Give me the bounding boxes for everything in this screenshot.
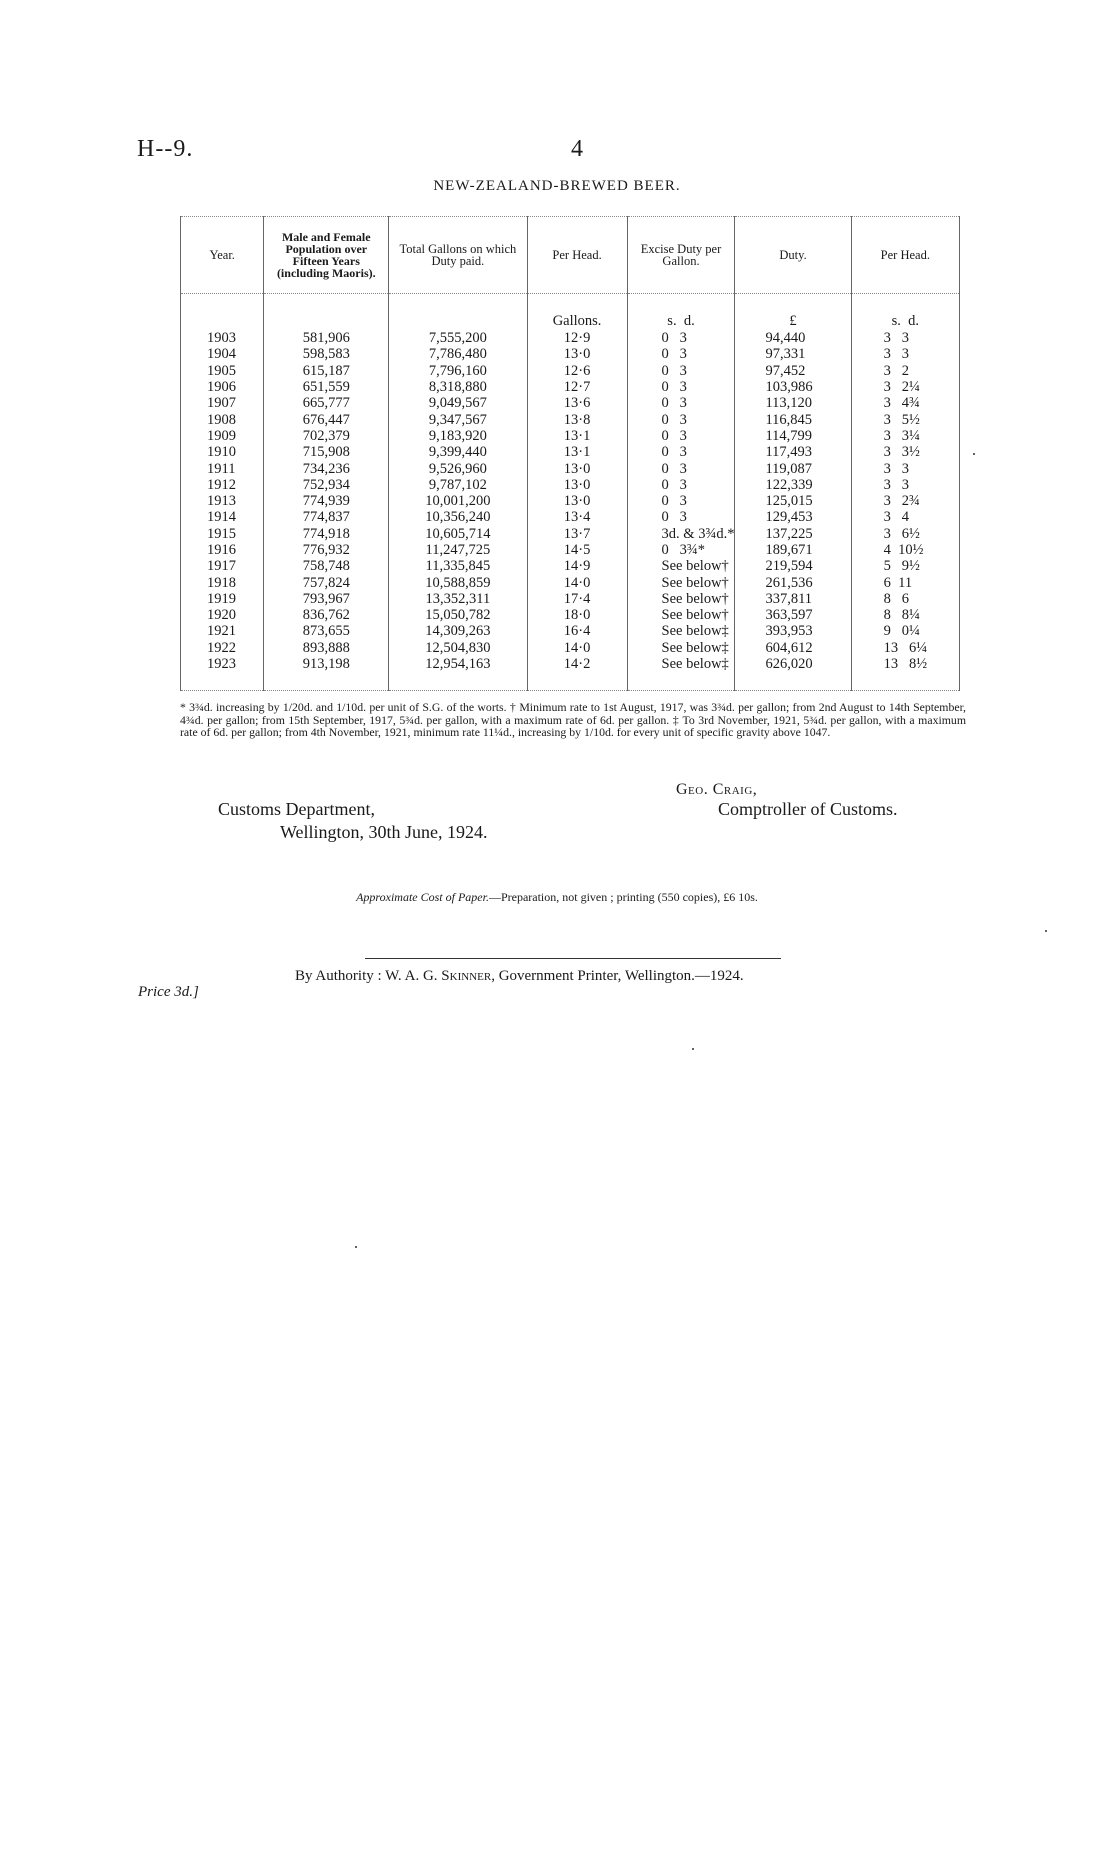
excise-duty-cell: 0 3 xyxy=(627,346,735,362)
population-cell: 651,559 xyxy=(264,379,389,395)
table-row xyxy=(181,395,960,411)
excise-duty-cell: 0 3 xyxy=(627,509,735,525)
year-cell: 1903 xyxy=(181,330,264,346)
excise-duty-cell: 0 3 xyxy=(627,493,735,509)
per-head-duty-cell: 3 6½ xyxy=(851,526,959,542)
header-year: Year. xyxy=(181,217,264,294)
year-cell: 1906 xyxy=(181,379,264,395)
authority-suffix: , Government Printer, Wellington.—1924. xyxy=(491,968,744,984)
scan-speck xyxy=(1045,930,1047,932)
year-cell: 1911 xyxy=(181,460,264,476)
year-cell: 1922 xyxy=(181,640,264,656)
year-cell: 1923 xyxy=(181,656,264,691)
duty-cell: 97,452 xyxy=(735,363,851,379)
header-population: Male and Female Population over Fifteen Years (including Maoris). xyxy=(264,217,389,294)
total-gallons-cell: 7,786,480 xyxy=(389,346,527,362)
excise-duty-cell: See below† xyxy=(627,591,735,607)
authority-prefix: By Authority : W. A. G. xyxy=(295,968,442,984)
table-row xyxy=(181,574,960,590)
excise-duty-cell: 0 3 xyxy=(627,460,735,476)
duty-cell: 393,953 xyxy=(735,623,851,639)
excise-duty-cell: 0 3 xyxy=(627,428,735,444)
per-head-gallons-cell: 13·4 xyxy=(527,509,627,525)
unit-cell: s. d. xyxy=(851,312,959,330)
year-cell: 1915 xyxy=(181,526,264,542)
duty-cell: 122,339 xyxy=(735,477,851,493)
excise-duty-cell: See below† xyxy=(627,607,735,623)
population-cell: 615,187 xyxy=(264,363,389,379)
total-gallons-cell: 9,049,567 xyxy=(389,395,527,411)
total-gallons-cell: 10,588,859 xyxy=(389,574,527,590)
table-row xyxy=(181,542,960,558)
table-row xyxy=(181,558,960,574)
signatory-name: Geo. Craig, xyxy=(676,781,758,798)
per-head-duty-cell: 3 2 xyxy=(851,363,959,379)
per-head-gallons-cell: 13·0 xyxy=(527,460,627,476)
table-row xyxy=(181,346,960,362)
header-excise-duty: Excise Duty per Gallon. xyxy=(627,217,735,294)
header-total-gallons: Total Gallons on which Duty paid. xyxy=(389,217,527,294)
population-cell: 836,762 xyxy=(264,607,389,623)
total-gallons-cell: 9,787,102 xyxy=(389,477,527,493)
per-head-gallons-cell: 13·0 xyxy=(527,477,627,493)
population-cell: 793,967 xyxy=(264,591,389,607)
total-gallons-cell: 9,183,920 xyxy=(389,428,527,444)
per-head-duty-cell: 13 6¼ xyxy=(851,640,959,656)
population-cell: 757,824 xyxy=(264,574,389,590)
duty-cell: 219,594 xyxy=(735,558,851,574)
population-cell: 598,583 xyxy=(264,346,389,362)
table-header-row xyxy=(181,217,960,294)
per-head-gallons-cell: 12·6 xyxy=(527,363,627,379)
duty-cell: 137,225 xyxy=(735,526,851,542)
year-cell: 1920 xyxy=(181,607,264,623)
population-cell: 715,908 xyxy=(264,444,389,460)
per-head-duty-cell: 3 3 xyxy=(851,477,959,493)
year-cell: 1905 xyxy=(181,363,264,379)
table-row xyxy=(181,509,960,525)
table-row xyxy=(181,477,960,493)
per-head-gallons-cell: 14·5 xyxy=(527,542,627,558)
per-head-duty-cell: 5 9½ xyxy=(851,558,959,574)
table-row xyxy=(181,623,960,639)
department-line: Customs Department, xyxy=(218,799,375,819)
per-head-duty-cell: 8 6 xyxy=(851,591,959,607)
table-row xyxy=(181,330,960,346)
printer-name: Skinner xyxy=(441,968,492,984)
scan-speck xyxy=(355,1246,357,1248)
excise-duty-cell: 0 3 xyxy=(627,444,735,460)
duty-cell: 604,612 xyxy=(735,640,851,656)
total-gallons-cell: 9,347,567 xyxy=(389,411,527,427)
cost-of-paper-note xyxy=(0,890,1114,905)
per-head-gallons-cell: 17·4 xyxy=(527,591,627,607)
total-gallons-cell: 10,356,240 xyxy=(389,509,527,525)
per-head-duty-cell: 3 3 xyxy=(851,330,959,346)
excise-duty-cell: See below† xyxy=(627,574,735,590)
table-row xyxy=(181,493,960,509)
header-duty: Duty. xyxy=(735,217,851,294)
population-cell: 774,837 xyxy=(264,509,389,525)
per-head-duty-cell: 3 2¾ xyxy=(851,493,959,509)
duty-cell: 626,020 xyxy=(735,656,851,691)
per-head-gallons-cell: 13·1 xyxy=(527,444,627,460)
per-head-duty-cell: 4 10½ xyxy=(851,542,959,558)
per-head-duty-cell: 3 4¾ xyxy=(851,395,959,411)
duty-cell: 125,015 xyxy=(735,493,851,509)
per-head-duty-cell: 3 3 xyxy=(851,346,959,362)
duty-cell: 189,671 xyxy=(735,542,851,558)
population-cell: 752,934 xyxy=(264,477,389,493)
units-row xyxy=(181,312,960,330)
year-cell: 1910 xyxy=(181,444,264,460)
per-head-duty-cell: 8 8¼ xyxy=(851,607,959,623)
printer-authority-line xyxy=(295,968,744,985)
page-number: 4 xyxy=(571,136,583,162)
population-cell: 873,655 xyxy=(264,623,389,639)
duty-cell: 113,120 xyxy=(735,395,851,411)
duty-cell: 337,811 xyxy=(735,591,851,607)
year-cell: 1913 xyxy=(181,493,264,509)
duty-cell: 94,440 xyxy=(735,330,851,346)
per-head-duty-cell: 13 8½ xyxy=(851,656,959,691)
excise-duty-cell: 0 3 xyxy=(627,395,735,411)
per-head-duty-cell: 9 0¼ xyxy=(851,623,959,639)
duty-cell: 103,986 xyxy=(735,379,851,395)
total-gallons-cell: 7,555,200 xyxy=(389,330,527,346)
per-head-duty-cell: 3 5½ xyxy=(851,411,959,427)
total-gallons-cell: 8,318,880 xyxy=(389,379,527,395)
population-cell: 665,777 xyxy=(264,395,389,411)
unit-cell: Gallons. xyxy=(527,312,627,330)
duty-cell: 114,799 xyxy=(735,428,851,444)
per-head-gallons-cell: 14·2 xyxy=(527,656,627,691)
excise-duty-cell: See below‡ xyxy=(627,640,735,656)
population-cell: 774,918 xyxy=(264,526,389,542)
cost-label: Approximate Cost of Paper. xyxy=(356,890,489,904)
total-gallons-cell: 10,605,714 xyxy=(389,526,527,542)
header-per-head-duty: Per Head. xyxy=(851,217,959,294)
total-gallons-cell: 12,954,163 xyxy=(389,656,527,691)
table-row xyxy=(181,607,960,623)
table-footnote: * 3¾d. increasing by 1/20d. and 1/10d. per unit of S.G. of the worts. † Minimum rate to 1st August, 1917, was 3¾d. per gallon; from 2nd August to 14th September, 4¾d. per gallon; from 15th September, 1917, 5¾d. per gallon, with a maximum rate of 6d. per gallon. ‡ To 3rd November, 1921, 5¾d. per gallon, with a maximum rate of 6d. per gallon; from 4th November, 1921, minimum rate 11¼d., increasing by 1/10d. for every unit of specific gravity above 1047. xyxy=(180,700,966,739)
table-row xyxy=(181,526,960,542)
signatory-title: Comptroller of Customs. xyxy=(718,799,898,819)
excise-duty-cell: See below† xyxy=(627,558,735,574)
year-cell: 1909 xyxy=(181,428,264,444)
per-head-gallons-cell: 12·9 xyxy=(527,330,627,346)
divider-rule xyxy=(365,958,781,959)
table-row xyxy=(181,460,960,476)
total-gallons-cell: 11,247,725 xyxy=(389,542,527,558)
total-gallons-cell: 15,050,782 xyxy=(389,607,527,623)
year-cell: 1917 xyxy=(181,558,264,574)
year-cell: 1919 xyxy=(181,591,264,607)
excise-duty-cell: See below‡ xyxy=(627,656,735,691)
population-cell: 893,888 xyxy=(264,640,389,656)
year-cell: 1904 xyxy=(181,346,264,362)
duty-cell: 119,087 xyxy=(735,460,851,476)
duty-cell: 363,597 xyxy=(735,607,851,623)
per-head-gallons-cell: 13·0 xyxy=(527,493,627,509)
total-gallons-cell: 13,352,311 xyxy=(389,591,527,607)
per-head-gallons-cell: 13·7 xyxy=(527,526,627,542)
table-row xyxy=(181,363,960,379)
table-row xyxy=(181,379,960,395)
total-gallons-cell: 9,399,440 xyxy=(389,444,527,460)
total-gallons-cell: 7,796,160 xyxy=(389,363,527,379)
year-cell: 1918 xyxy=(181,574,264,590)
duty-cell: 261,536 xyxy=(735,574,851,590)
population-cell: 734,236 xyxy=(264,460,389,476)
table-row xyxy=(181,656,960,691)
per-head-duty-cell: 6 11 xyxy=(851,574,959,590)
excise-duty-cell: 3d. & 3¾d.* xyxy=(627,526,735,542)
per-head-duty-cell: 3 3½ xyxy=(851,444,959,460)
unit-cell: s. d. xyxy=(627,312,735,330)
excise-duty-cell: 0 3 xyxy=(627,379,735,395)
per-head-duty-cell: 3 4 xyxy=(851,509,959,525)
per-head-gallons-cell: 12·7 xyxy=(527,379,627,395)
place-date-line: Wellington, 30th June, 1924. xyxy=(280,822,488,842)
total-gallons-cell: 11,335,845 xyxy=(389,558,527,574)
table-row xyxy=(181,444,960,460)
year-cell: 1921 xyxy=(181,623,264,639)
population-cell: 676,447 xyxy=(264,411,389,427)
document-reference: H--9. xyxy=(137,136,194,162)
population-cell: 758,748 xyxy=(264,558,389,574)
spacer-row xyxy=(181,294,960,313)
excise-duty-cell: 0 3 xyxy=(627,477,735,493)
total-gallons-cell: 9,526,960 xyxy=(389,460,527,476)
unit-cell: £ xyxy=(735,312,851,330)
table-row xyxy=(181,640,960,656)
duty-cell: 117,493 xyxy=(735,444,851,460)
year-cell: 1916 xyxy=(181,542,264,558)
scan-speck xyxy=(692,1048,694,1050)
population-cell: 776,932 xyxy=(264,542,389,558)
year-cell: 1908 xyxy=(181,411,264,427)
per-head-gallons-cell: 13·0 xyxy=(527,346,627,362)
excise-duty-cell: 0 3 xyxy=(627,330,735,346)
duty-cell: 97,331 xyxy=(735,346,851,362)
population-cell: 702,379 xyxy=(264,428,389,444)
per-head-duty-cell: 3 2¼ xyxy=(851,379,959,395)
excise-duty-cell: 0 3 xyxy=(627,411,735,427)
duty-cell: 116,845 xyxy=(735,411,851,427)
population-cell: 581,906 xyxy=(264,330,389,346)
population-cell: 913,198 xyxy=(264,656,389,691)
per-head-gallons-cell: 13·6 xyxy=(527,395,627,411)
scan-speck xyxy=(973,453,975,455)
per-head-gallons-cell: 13·8 xyxy=(527,411,627,427)
year-cell: 1912 xyxy=(181,477,264,493)
cost-text: —Preparation, not given ; printing (550 copies), £6 10s. xyxy=(488,890,758,904)
year-cell: 1907 xyxy=(181,395,264,411)
excise-duty-cell: See below‡ xyxy=(627,623,735,639)
per-head-gallons-cell: 14·9 xyxy=(527,558,627,574)
beer-statistics-table xyxy=(180,216,960,691)
per-head-gallons-cell: 14·0 xyxy=(527,640,627,656)
excise-duty-cell: 0 3 xyxy=(627,363,735,379)
year-cell: 1914 xyxy=(181,509,264,525)
per-head-gallons-cell: 13·1 xyxy=(527,428,627,444)
unit-cell xyxy=(264,312,389,330)
table-row xyxy=(181,411,960,427)
per-head-duty-cell: 3 3¼ xyxy=(851,428,959,444)
excise-duty-cell: 0 3¾* xyxy=(627,542,735,558)
per-head-duty-cell: 3 3 xyxy=(851,460,959,476)
total-gallons-cell: 10,001,200 xyxy=(389,493,527,509)
total-gallons-cell: 14,309,263 xyxy=(389,623,527,639)
price-label: Price 3d.] xyxy=(138,984,199,1000)
per-head-gallons-cell: 18·0 xyxy=(527,607,627,623)
table-title: NEW-ZEALAND-BREWED BEER. xyxy=(433,178,681,194)
unit-cell xyxy=(389,312,527,330)
table-row xyxy=(181,428,960,444)
unit-cell xyxy=(181,312,264,330)
duty-cell: 129,453 xyxy=(735,509,851,525)
per-head-gallons-cell: 16·4 xyxy=(527,623,627,639)
total-gallons-cell: 12,504,830 xyxy=(389,640,527,656)
population-cell: 774,939 xyxy=(264,493,389,509)
table-row xyxy=(181,591,960,607)
header-per-head-gallons: Per Head. xyxy=(527,217,627,294)
per-head-gallons-cell: 14·0 xyxy=(527,574,627,590)
